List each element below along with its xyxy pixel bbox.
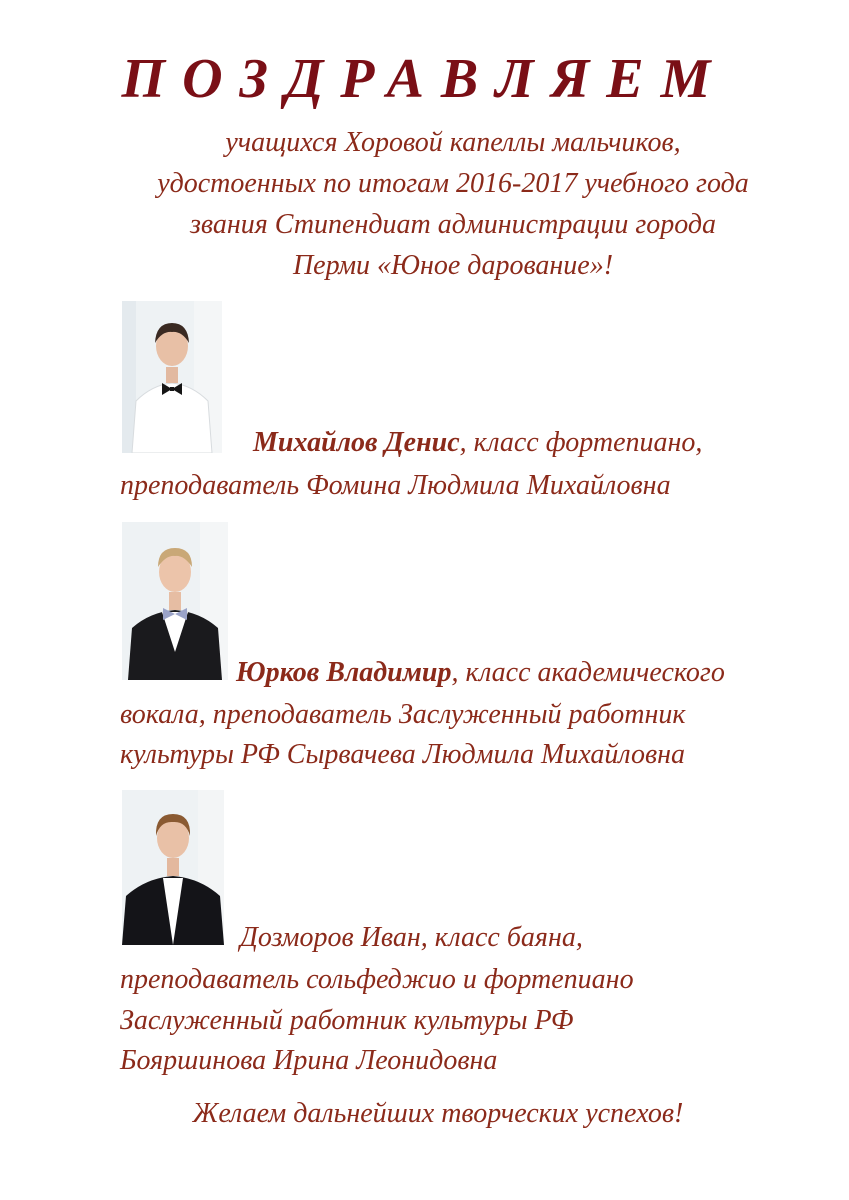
student-photo-dozmorov bbox=[122, 790, 224, 945]
closing-wish: Желаем дальнейших творческих успехов! bbox=[192, 1098, 684, 1129]
student-detail: культуры РФ Сырвачева Людмила Михайловна bbox=[120, 739, 686, 770]
intro-line: учащихся Хоровой капеллы мальчиков, bbox=[225, 127, 681, 158]
page-title: ПОЗДРАВЛЯЕМ bbox=[121, 48, 728, 110]
student-name-line bbox=[240, 920, 583, 956]
student-detail: , класс фортепиано, bbox=[459, 427, 703, 458]
student-photo-yurkov bbox=[122, 522, 228, 680]
intro-line: Перми «Юное дарование»! bbox=[292, 250, 614, 281]
intro-line: звания Стипендиат администрации города bbox=[189, 209, 717, 240]
intro-line: удостоенных по итогам 2016-2017 учебного года bbox=[157, 168, 749, 199]
intro-text bbox=[0, 122, 849, 286]
student-photo-mikhailov bbox=[122, 301, 222, 453]
student-name: Юрков Владимир bbox=[236, 657, 452, 688]
student-name: Дозморов Иван bbox=[240, 922, 421, 953]
student-detail: Бояршинова Ирина Леонидовна bbox=[120, 1045, 498, 1076]
student-detail: преподаватель сольфеджио и фортепиано bbox=[120, 964, 634, 995]
student-detail: , класс академического bbox=[451, 657, 725, 688]
student-detail: , класс баяна, bbox=[420, 922, 583, 953]
student-detail: преподаватель Фомина Людмила Михайловна bbox=[120, 470, 671, 501]
student-name-line bbox=[253, 425, 702, 461]
student-detail: вокала, преподаватель Заслуженный работник bbox=[120, 699, 686, 730]
student-name: Михайлов Денис bbox=[253, 427, 460, 458]
student-detail: Заслуженный работник культуры РФ bbox=[120, 1005, 574, 1036]
student-name-line bbox=[236, 655, 725, 691]
